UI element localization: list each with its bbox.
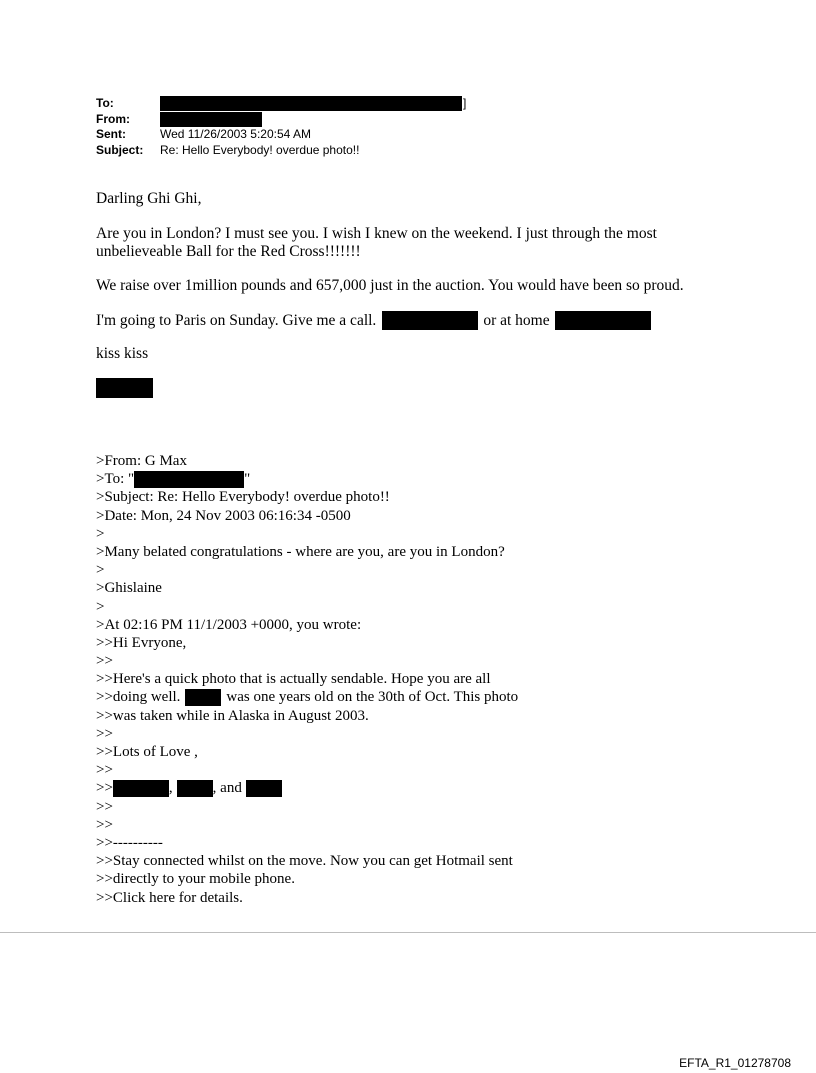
- signature-redaction: [96, 378, 153, 398]
- doing-well-text: >>doing well.: [96, 689, 181, 706]
- paragraph-paris: [96, 311, 716, 330]
- redaction-box: [555, 311, 651, 330]
- greeting-text: Darling Ghi Ghi,: [96, 190, 202, 207]
- redaction-box: [185, 689, 221, 706]
- quoted-line: >>: [96, 762, 113, 779]
- quoted-line: >>----------: [96, 834, 163, 851]
- quoted-line: [96, 688, 716, 706]
- at-home-text: or at home: [483, 311, 550, 329]
- paragraph-london: [96, 225, 716, 261]
- quoted-to-prefix: >To: ": [96, 471, 135, 488]
- redaction-box: [177, 780, 213, 797]
- names-prefix: >>: [96, 780, 113, 797]
- sent-label: Sent:: [96, 127, 126, 141]
- redaction-box: [113, 780, 169, 797]
- one-year-text: was one years old on the 30th of Oct. This photo: [226, 689, 519, 706]
- quoted-line: >>Click here for details.: [96, 889, 243, 906]
- quoted-to-suffix: ": [244, 471, 251, 488]
- quoted-line: >>Hi Evryone,: [96, 634, 187, 651]
- quoted-line: [96, 779, 716, 797]
- paragraph-auction-text: We raise over 1million pounds and 657,000 just in the auction. You would have been so proud.: [96, 277, 684, 294]
- quoted-line: >Subject: Re: Hello Everybody! overdue photo!!: [96, 489, 390, 506]
- redaction-box: [134, 471, 244, 488]
- quoted-line: >>: [96, 798, 113, 815]
- quoted-message: [96, 452, 716, 907]
- subject-value: Re: Hello Everybody! overdue photo!!: [160, 142, 360, 157]
- closing: [96, 345, 716, 363]
- redaction-box: [246, 780, 282, 797]
- quoted-line: >At 02:16 PM 11/1/2003 +0000, you wrote:: [96, 616, 362, 633]
- document-id: EFTA_R1_01278708: [679, 1056, 791, 1070]
- names-comma: ,: [168, 780, 173, 797]
- subject-label: Subject:: [96, 142, 144, 157]
- paragraph-auction: [96, 277, 716, 295]
- greeting: [96, 190, 716, 208]
- subject-row: [96, 143, 466, 159]
- from-row: [96, 112, 466, 128]
- quoted-line: >Many belated congratulations - where are you, are you in London?: [96, 543, 505, 560]
- names-and: , and: [212, 780, 242, 797]
- sent-value: Wed 11/26/2003 5:20:54 AM: [160, 127, 312, 141]
- quoted-line: >From: G Max: [96, 453, 187, 469]
- quoted-line: >: [96, 525, 105, 542]
- paragraph-paris-text: [96, 311, 716, 330]
- quoted-line: >>was taken while in Alaska in August 2003.: [96, 707, 369, 724]
- quoted-line: >Ghislaine: [96, 580, 162, 597]
- quoted-line: >>Lots of Love ,: [96, 744, 198, 760]
- to-label: To:: [96, 96, 114, 110]
- quoted-line: >>: [96, 725, 113, 742]
- quoted-line: >Date: Mon, 24 Nov 2003 06:16:34 -0500: [96, 507, 351, 524]
- to-bracket: ]: [463, 96, 467, 110]
- quoted-line: >: [96, 562, 105, 579]
- from-label: From:: [96, 111, 130, 126]
- quoted-line: >>Stay connected whilst on the move. Now you can get Hotmail sent: [96, 853, 513, 870]
- redaction-box: [160, 96, 462, 111]
- to-value: [160, 96, 466, 112]
- paris-text: I'm going to Paris on Sunday. Give me a call.: [96, 311, 377, 329]
- from-value: [160, 112, 262, 128]
- quoted-line: >>: [96, 653, 113, 670]
- quoted-line: [96, 470, 716, 488]
- quoted-line: >>Here's a quick photo that is actually sendable. Hope you are all: [96, 671, 491, 688]
- to-row: [96, 96, 466, 112]
- redaction-box: [160, 112, 262, 127]
- quoted-line: >: [96, 598, 105, 615]
- paragraph-london-text: Are you in London? I must see you. I wish I knew on the weekend. I just through the most unbelieveable Ball for the Red Cross!!!!!!!: [96, 225, 657, 260]
- quoted-line: >>directly to your mobile phone.: [96, 871, 295, 888]
- page-divider: [0, 932, 816, 933]
- email-header: [96, 96, 466, 158]
- redaction-box: [382, 311, 478, 330]
- closing-text: kiss kiss: [96, 345, 149, 362]
- sent-row: [96, 127, 466, 143]
- quoted-line: >>: [96, 816, 113, 833]
